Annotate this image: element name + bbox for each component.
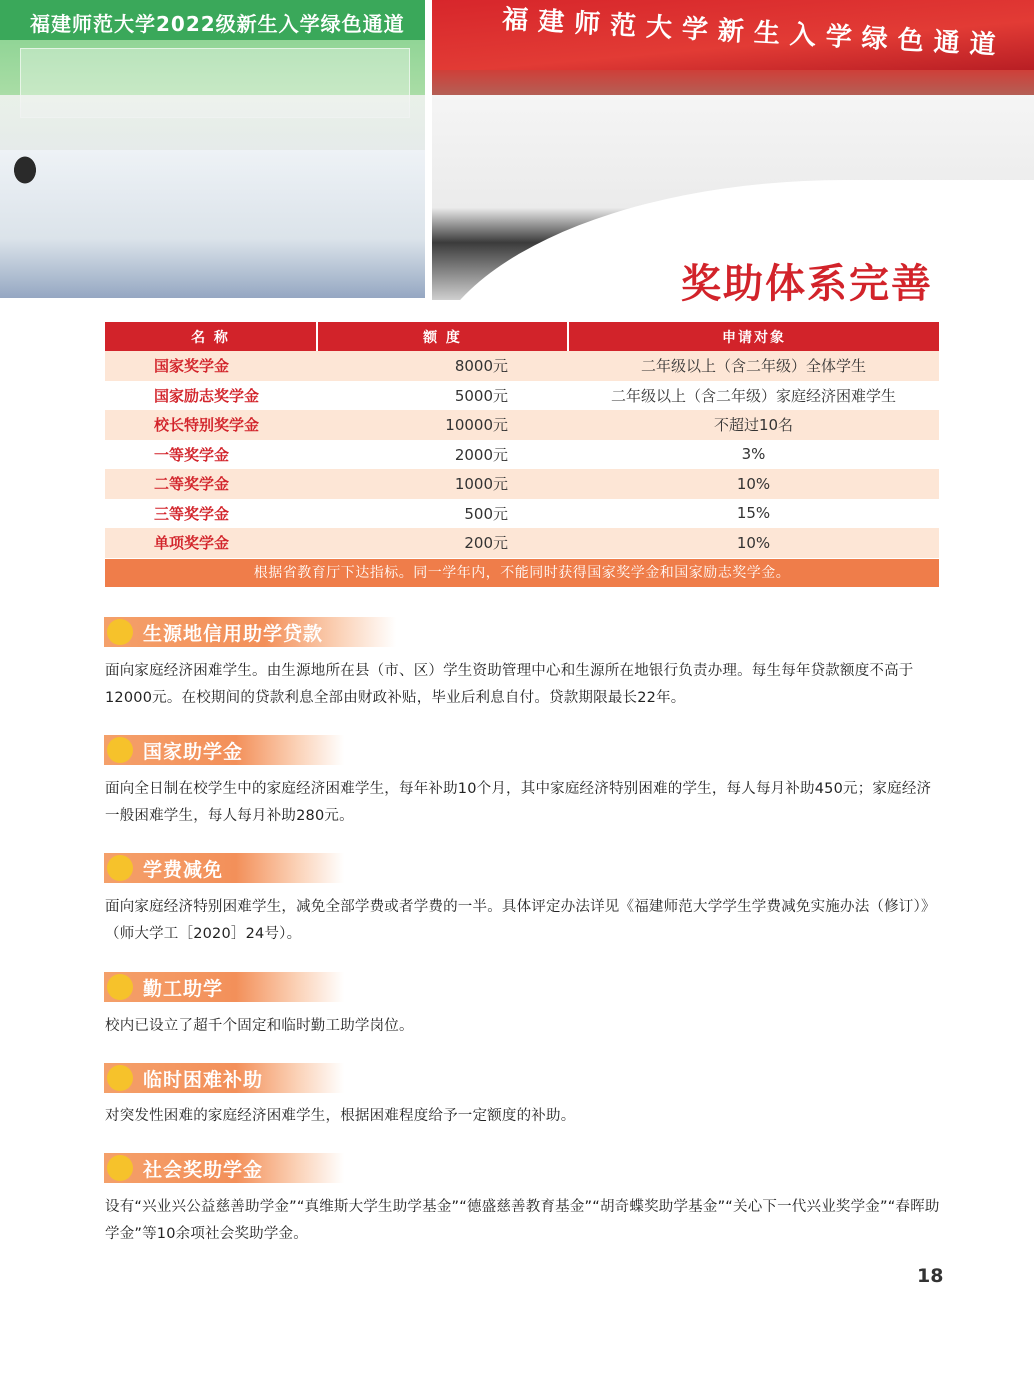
award-target: 3% xyxy=(568,440,939,470)
table-row xyxy=(105,528,939,558)
award-amount: 1000元 xyxy=(317,469,568,499)
award-amount: 500元 xyxy=(317,499,568,529)
page-title: 奖助体系完善 xyxy=(681,260,933,307)
section-heading-hardship xyxy=(104,1063,344,1093)
section-heading-social xyxy=(104,1153,344,1183)
section-body-tuition: 面向家庭经济特别困难学生，减免全部学费或者学费的一半。具体评定办法详见《福建师范大学学生学费减免实施办法（修订）》（师大学工［2020］24号）。 xyxy=(105,899,936,942)
section-title: 学费减免 xyxy=(143,858,224,881)
award-name: 一等奖学金 xyxy=(105,440,317,470)
header-name: 名 称 xyxy=(105,322,317,351)
green-channel-banner: 福建师范大学2022级新生入学绿色通道 xyxy=(0,0,425,40)
award-amount: 5000元 xyxy=(317,381,568,411)
section-title: 社会奖助学金 xyxy=(143,1158,264,1181)
table-row xyxy=(105,499,939,529)
bullet-dot-icon xyxy=(107,1155,133,1181)
award-target: 10% xyxy=(568,528,939,558)
section-heading-loan xyxy=(104,617,396,647)
award-name: 国家奖学金 xyxy=(105,351,317,381)
tent-banner-text: 福建师范大学新生入学绿色通道 xyxy=(501,4,1007,62)
kneeling-group xyxy=(0,150,425,298)
bullet-dot-icon xyxy=(107,619,133,645)
award-table xyxy=(105,322,939,558)
award-amount: 10000元 xyxy=(317,410,568,440)
section-body-workstudy: 校内已设立了超千个固定和临时勤工助学岗位。 xyxy=(105,1018,414,1034)
section-heading-workstudy xyxy=(104,972,344,1002)
award-target: 10% xyxy=(568,469,939,499)
bullet-dot-icon xyxy=(107,737,133,763)
section-heading-tuition xyxy=(104,853,344,883)
bullet-dot-icon xyxy=(107,855,133,881)
table-row xyxy=(105,351,939,381)
award-target: 15% xyxy=(568,499,939,529)
section-body-loan: 面向家庭经济困难学生。由生源地所在县（市、区）学生资助管理中心和生源所在地银行负责办理。每生每年贷款额度不高于12000元。在校期间的贷款利息全部由财政补贴，毕业后利息自付。贷款期限最长22年。 xyxy=(105,663,914,706)
section-body-grant: 面向全日制在校学生中的家庭经济困难学生，每年补助10个月，其中家庭经济特别困难的学生，每人每月补助450元；家庭经济一般困难学生，每人每月补助280元。 xyxy=(105,781,932,824)
table-header-row xyxy=(105,322,939,351)
header-amount: 额 度 xyxy=(317,322,568,351)
award-amount: 8000元 xyxy=(317,351,568,381)
award-name: 三等奖学金 xyxy=(105,499,317,529)
award-target: 二年级以上（含二年级）家庭经济困难学生 xyxy=(568,381,939,411)
award-name: 单项奖学金 xyxy=(105,528,317,558)
table-row xyxy=(105,410,939,440)
section-body-hardship: 对突发性困难的家庭经济困难学生，根据困难程度给予一定额度的补助。 xyxy=(105,1108,576,1124)
table-note: 根据省教育厅下达指标。同一学年内，不能同时获得国家奖学金和国家励志奖学金。 xyxy=(105,559,939,587)
section-title: 国家助学金 xyxy=(143,740,244,763)
table-row xyxy=(105,381,939,411)
section-body-social: 设有“兴业兴公益慈善助学金”“真维斯大学生助学基金”“德盛慈善教育基金”“胡奇蝶奖助学基金”“关心下一代兴业奖学金”“春晖助学金”等10余项社会奖助学金。 xyxy=(105,1199,940,1242)
award-name: 二等奖学金 xyxy=(105,469,317,499)
award-name: 校长特别奖学金 xyxy=(105,410,317,440)
table-row xyxy=(105,440,939,470)
header-target: 申请对象 xyxy=(568,322,939,351)
award-target: 不超过10名 xyxy=(568,410,939,440)
section-heading-grant xyxy=(104,735,344,765)
table-row xyxy=(105,469,939,499)
award-target: 二年级以上（含二年级）全体学生 xyxy=(568,351,939,381)
section-title: 勤工助学 xyxy=(143,977,224,1000)
bullet-dot-icon xyxy=(107,974,133,1000)
award-amount: 2000元 xyxy=(317,440,568,470)
section-title: 生源地信用助学贷款 xyxy=(143,622,324,645)
bullet-dot-icon xyxy=(107,1065,133,1091)
award-name: 国家励志奖学金 xyxy=(105,381,317,411)
award-amount: 200元 xyxy=(317,528,568,558)
section-title: 临时困难补助 xyxy=(143,1068,264,1091)
page-number: 18 xyxy=(917,1265,944,1287)
group-photo-left xyxy=(0,0,425,298)
